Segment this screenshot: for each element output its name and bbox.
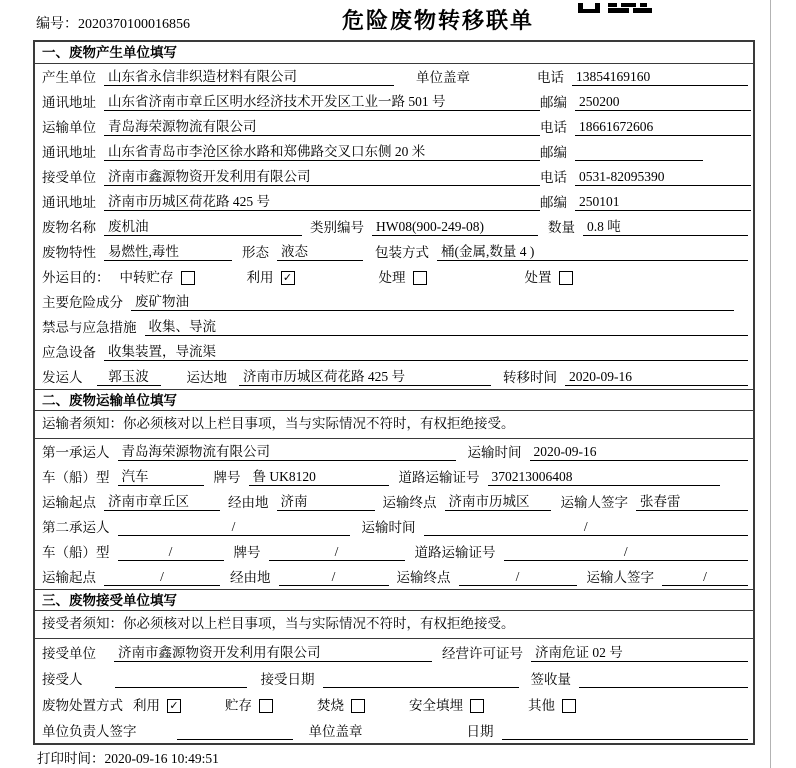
carrier1-label: 第一承运人 bbox=[42, 445, 110, 460]
waste-qty-label: 数量 bbox=[548, 220, 575, 235]
sign-date-label: 日期 bbox=[466, 724, 494, 739]
row-emergency-measures bbox=[35, 314, 753, 339]
license2-label: 道路运输证号 bbox=[414, 545, 496, 560]
producer-address-label: 通讯地址 bbox=[42, 95, 96, 110]
permit-label: 经营许可证号 bbox=[442, 646, 523, 661]
signature-value bbox=[177, 739, 293, 740]
row-signature bbox=[35, 717, 753, 743]
route1-start-label: 运输起点 bbox=[42, 495, 96, 510]
disposal-options bbox=[123, 698, 620, 714]
producer-address-value: 山东省济南市章丘区明水经济技术开发区工业一路 501 号 bbox=[104, 94, 540, 111]
option-label: 焚烧 bbox=[317, 698, 344, 713]
emergency-measures-value: 收集、导流 bbox=[145, 319, 749, 336]
row-waste-property bbox=[35, 239, 753, 264]
waste-package-value: 桶(金属,数量 4 ) bbox=[437, 244, 748, 261]
print-time bbox=[37, 747, 219, 767]
section1-title: 一、废物产生单位填写 bbox=[35, 42, 753, 64]
purpose-label: 外运目的： bbox=[42, 270, 110, 285]
route1-start-value: 济南市章丘区 bbox=[104, 494, 220, 511]
emergency-equipment-label: 应急设备 bbox=[42, 345, 96, 360]
waste-transfer-form bbox=[33, 40, 755, 745]
row-carrier2 bbox=[35, 514, 753, 539]
row-producer-address bbox=[35, 89, 753, 114]
checkbox-unchecked-icon bbox=[470, 699, 484, 713]
print-time-label: 打印时间： bbox=[37, 751, 105, 766]
row-disposal bbox=[35, 691, 753, 717]
permit-value: 济南危证 02 号 bbox=[531, 645, 748, 662]
carrier2-time-value: / bbox=[424, 519, 749, 536]
option-其他 bbox=[528, 698, 576, 714]
receiver-phone-label: 电话 bbox=[540, 170, 567, 185]
option-处理 bbox=[379, 270, 427, 286]
option-label: 其他 bbox=[528, 698, 555, 713]
receiver-phone-value: 0531-82095390 bbox=[575, 169, 751, 186]
doc-number-value: 2020370100016856 bbox=[78, 17, 190, 32]
receiver-zip-value: 250101 bbox=[575, 194, 751, 211]
checkbox-checked-icon: ✓ bbox=[167, 699, 181, 713]
transporter-phone-label: 电话 bbox=[540, 120, 567, 135]
row-carrier1 bbox=[35, 439, 753, 464]
row-receive-person bbox=[35, 665, 753, 691]
waste-code-label: 类别编号 bbox=[310, 220, 364, 235]
waste-name-value: 废机油 bbox=[104, 219, 302, 236]
producer-zip-value: 250200 bbox=[575, 94, 751, 111]
carrier2-time-label: 运输时间 bbox=[361, 520, 416, 535]
row-receiver bbox=[35, 164, 753, 189]
route2-end-value: / bbox=[459, 569, 577, 586]
option-利用 bbox=[247, 270, 295, 286]
hazard-label: 主要危险成分 bbox=[42, 295, 123, 310]
carrier1-time-label: 运输时间 bbox=[467, 445, 522, 460]
option-label: 贮存 bbox=[225, 698, 252, 713]
row-route2 bbox=[35, 564, 753, 589]
option-label: 处理 bbox=[378, 270, 406, 285]
carrier1-value: 青岛海荣源物流有限公司 bbox=[118, 444, 456, 461]
option-安全填埋 bbox=[409, 698, 484, 714]
receiver-address-label: 通讯地址 bbox=[42, 195, 96, 210]
waste-form-label: 形态 bbox=[242, 245, 269, 260]
checkbox-unchecked-icon bbox=[562, 699, 576, 713]
row-vehicle1 bbox=[35, 464, 753, 489]
plate1-label: 牌号 bbox=[213, 470, 241, 485]
checkbox-unchecked-icon bbox=[351, 699, 365, 713]
route1-end-label: 运输终点 bbox=[382, 495, 437, 510]
option-label: 处置 bbox=[524, 270, 552, 285]
page-edge-divider bbox=[770, 0, 771, 768]
waste-property-label: 废物特性 bbox=[42, 245, 96, 260]
route1-via-value: 济南 bbox=[277, 494, 375, 511]
transfer-time-label: 转移时间 bbox=[503, 370, 557, 385]
route2-end-label: 运输终点 bbox=[396, 570, 451, 585]
producer-zip-label: 邮编 bbox=[540, 95, 567, 110]
doc-number-label: 编号： bbox=[36, 17, 78, 32]
transporter-zip-label: 邮编 bbox=[540, 145, 567, 160]
emergency-equipment-value: 收集装置，导流渠 bbox=[104, 344, 748, 361]
receive-unit-label: 接受单位 bbox=[42, 646, 96, 661]
waste-form-value: 液态 bbox=[277, 244, 363, 261]
receiver-label: 接受单位 bbox=[42, 170, 96, 185]
row-waste-name bbox=[35, 214, 753, 239]
option-处置 bbox=[525, 270, 573, 286]
dispatcher-label: 发运人 bbox=[42, 370, 83, 385]
purpose-options bbox=[110, 270, 573, 286]
plate1-value: 鲁 UK8120 bbox=[249, 469, 389, 486]
transporter-phone-value: 18661672606 bbox=[575, 119, 751, 136]
option-焚烧 bbox=[317, 698, 365, 714]
option-label: 中转贮存 bbox=[119, 270, 174, 285]
producer-phone-value: 13854169160 bbox=[572, 69, 748, 86]
receive-amount-value bbox=[579, 687, 748, 688]
plate2-label: 牌号 bbox=[233, 545, 261, 560]
license1-label: 道路运输证号 bbox=[398, 470, 480, 485]
transfer-time-value: 2020-09-16 bbox=[565, 369, 748, 386]
route1-sign-value: 张春雷 bbox=[636, 494, 748, 511]
row-dispatch bbox=[35, 364, 753, 389]
row-transporter-address bbox=[35, 139, 753, 164]
row-route1 bbox=[35, 489, 753, 514]
transporter-address-value: 山东省青岛市李沧区徐水路和郑佛路交叉口东侧 20 米 bbox=[104, 144, 540, 161]
receive-amount-label: 签收量 bbox=[530, 672, 571, 687]
checkbox-unchecked-icon bbox=[413, 271, 427, 285]
hazard-value: 废矿物油 bbox=[131, 294, 734, 311]
receiver-address-value: 济南市历城区荷花路 425 号 bbox=[104, 194, 540, 211]
page-title: 危险废物转移联单 bbox=[341, 8, 534, 33]
row-producer bbox=[35, 64, 753, 89]
dispatcher-value: 郭玉波 bbox=[97, 369, 161, 386]
carrier2-label: 第二承运人 bbox=[42, 520, 110, 535]
route2-start-label: 运输起点 bbox=[42, 570, 96, 585]
license1-value: 370213006408 bbox=[488, 469, 721, 486]
route2-sign-label: 运输人签字 bbox=[586, 570, 654, 585]
vehicle1-value: 汽车 bbox=[118, 469, 204, 486]
route1-via-label: 经由地 bbox=[228, 495, 269, 510]
waste-package-label: 包装方式 bbox=[375, 245, 429, 260]
waste-qty-value: 0.8 吨 bbox=[583, 219, 748, 236]
option-利用 bbox=[133, 698, 181, 714]
emergency-measures-label: 禁忌与应急措施 bbox=[42, 320, 137, 335]
receive-person-label: 接受人 bbox=[42, 672, 83, 687]
license2-value: / bbox=[504, 544, 749, 561]
route2-via-value: / bbox=[279, 569, 389, 586]
route2-sign-value: / bbox=[662, 569, 748, 586]
unit-seal-label: 单位盖章 bbox=[308, 724, 363, 739]
row-transporter bbox=[35, 114, 753, 139]
producer-label: 产生单位 bbox=[42, 70, 96, 85]
receiver-value: 济南市鑫源物资开发利用有限公司 bbox=[104, 169, 540, 186]
vehicle1-label: 车（船）型 bbox=[42, 470, 110, 485]
checkbox-unchecked-icon bbox=[181, 271, 195, 285]
checkbox-unchecked-icon bbox=[259, 699, 273, 713]
checkbox-checked-icon: ✓ bbox=[281, 271, 295, 285]
route1-end-value: 济南市历城区 bbox=[445, 494, 551, 511]
option-label: 利用 bbox=[246, 270, 274, 285]
option-贮存 bbox=[225, 698, 273, 714]
transporter-value: 青岛海荣源物流有限公司 bbox=[104, 119, 540, 136]
row-receiver-address bbox=[35, 189, 753, 214]
destination-label: 运达地 bbox=[186, 370, 227, 385]
producer-seal-label: 单位盖章 bbox=[416, 70, 470, 85]
section2-notice: 运输者须知：你必须核对以上栏目事项，当与实际情况不符时，有权拒绝接受。 bbox=[35, 411, 753, 439]
option-label: 利用 bbox=[133, 698, 160, 713]
vehicle2-value: / bbox=[118, 544, 224, 561]
carrier2-value: / bbox=[118, 519, 350, 536]
checkbox-unchecked-icon bbox=[559, 271, 573, 285]
section2-title: 二、废物运输单位填写 bbox=[35, 389, 753, 411]
receive-date-label: 接受日期 bbox=[260, 672, 315, 687]
transporter-label: 运输单位 bbox=[42, 120, 96, 135]
route2-start-value: / bbox=[104, 569, 220, 586]
print-time-value: 2020-09-16 10:49:51 bbox=[104, 751, 219, 766]
section3-notice: 接受者须知：你必须核对以上栏目事项，当与实际情况不符时，有权拒绝接受。 bbox=[35, 611, 753, 639]
carrier1-time-value: 2020-09-16 bbox=[530, 444, 749, 461]
disposal-label: 废物处置方式 bbox=[42, 698, 123, 713]
plate2-value: / bbox=[269, 544, 405, 561]
receiver-zip-label: 邮编 bbox=[540, 195, 567, 210]
section3-title: 三、废物接受单位填写 bbox=[35, 589, 753, 611]
transporter-zip-value bbox=[575, 160, 703, 161]
row-emergency-equipment bbox=[35, 339, 753, 364]
option-中转贮存 bbox=[120, 270, 195, 286]
waste-code-value: HW08(900-249-08) bbox=[372, 219, 538, 236]
transporter-address-label: 通讯地址 bbox=[42, 145, 96, 160]
producer-phone-label: 电话 bbox=[537, 70, 564, 85]
row-receive-unit bbox=[35, 639, 753, 665]
route1-sign-label: 运输人签字 bbox=[560, 495, 628, 510]
qr-code-icon bbox=[578, 0, 652, 18]
row-vehicle2 bbox=[35, 539, 753, 564]
receive-unit-value: 济南市鑫源物资开发利用有限公司 bbox=[114, 645, 432, 662]
signature-label: 单位负责人签字 bbox=[42, 724, 137, 739]
receive-date-value bbox=[323, 687, 519, 688]
waste-property-value: 易燃性,毒性 bbox=[104, 244, 232, 261]
row-purpose bbox=[35, 264, 753, 289]
option-label: 安全填埋 bbox=[409, 698, 463, 713]
sign-date-value bbox=[502, 739, 749, 740]
receive-person-value bbox=[115, 687, 247, 688]
waste-name-label: 废物名称 bbox=[42, 220, 96, 235]
row-hazard bbox=[35, 289, 753, 314]
vehicle2-label: 车（船）型 bbox=[42, 545, 110, 560]
destination-value: 济南市历城区荷花路 425 号 bbox=[239, 369, 491, 386]
route2-via-label: 经由地 bbox=[230, 570, 271, 585]
producer-value: 山东省永信非织造材料有限公司 bbox=[104, 69, 394, 86]
